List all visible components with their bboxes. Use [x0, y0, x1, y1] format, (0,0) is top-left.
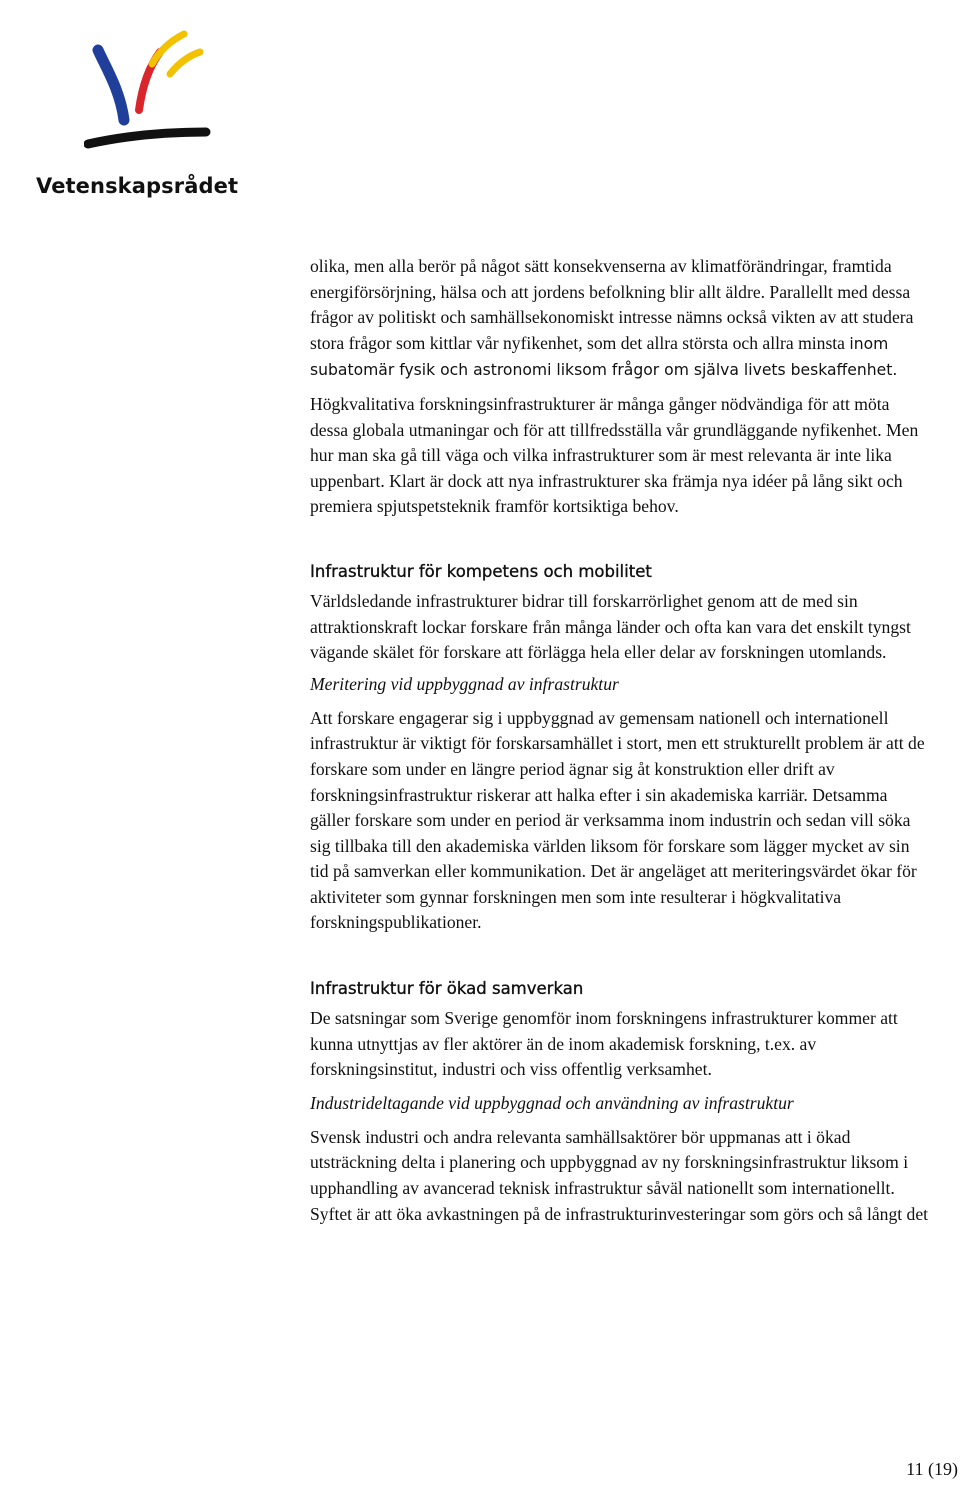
logo-emblem-icon — [84, 28, 214, 153]
intro-text-serif: olika, men alla berör på något sätt konsekvenserna av klimatförändringar, framtida energiförsörjning, hälsa och att jordens befolkning blir allt äldre. Parallellt med dessa frågor av politiskt och samhällsekonomiskt intresse nämns också vikten av att studera stora frågor som kittlar vår nyfikenhet, som det allra största och allra minsta — [310, 256, 914, 353]
page-number: 11 (19) — [906, 1459, 958, 1479]
org-name: Vetenskapsrådet — [36, 174, 239, 198]
vetenskapsradet-logo — [36, 28, 239, 208]
intro-text-sans: inom subatomär fysik och astronomi liksom frågor om själva livets beskaffenhet. — [310, 334, 898, 380]
paragraph-industrideltagande: Svensk industri och andra relevanta samhällsaktörer bör uppmanas att i ökad utsträckning delta i planering och uppbyggnad av ny forskningsinfrastruktur liksom i upphandling av avancerad teknisk infrastruktur såväl nationellt som internationellt. Syftet är att öka avkastningen på de infrastrukturinvesteringar som görs och så långt det — [310, 1126, 929, 1224]
paragraph-kompetens: Världsledande infrastrukturer bidrar till forskarrörlighet genom att de med sin attraktionskraft lockar forskare från många länder och ofta kan vara det enskilt tyngst vägande skälet för forskare att förlägga hela eller delar av forskningen utomlands. — [310, 590, 911, 663]
intro-paragraph — [310, 254, 930, 384]
section-heading-samverkan: Infrastruktur för ökad samverkan — [310, 979, 584, 999]
subheading-meritering: Meritering vid uppbyggnad av infrastruktur — [310, 673, 619, 694]
subheading-industrideltagande: Industrideltagande vid uppbyggnad och användning av infrastruktur — [310, 1092, 794, 1113]
paragraph-samverkan: De satsningar som Sverige genomför inom forskningens infrastrukturer kommer att kunna utnyttjas av fler aktörer än de inom akademisk forskning, t.ex. av forskningsinstitut, industri och viss offentlig verksamhet. — [310, 1008, 898, 1080]
paragraph-infrastructure: Högkvalitativa forskningsinfrastrukturer är många gånger nödvändiga för att möta dessa globala utmaningar och för att tillfredsställa vår grundläggande nyfikenhet. Men hur man ska gå till väga och vilka infrastrukturer som är mest relevanta är inte lika uppenbart. Klart är dock att nya infrastrukturer ska främja nya idéer på lång sikt och premiera spjutspetsteknik framför kortsiktiga behov. — [310, 393, 919, 517]
document-body — [310, 254, 930, 1227]
paragraph-meritering: Att forskare engagerar sig i uppbyggnad av gemensam nationell och internationell infrastruktur är viktigt för forskarsamhället i stort, men ett strukturellt problem är att de forskare som under en längre period ägnar sig åt konstruktion eller drift av forskningsinfrastruktur riskerar att halka efter i sin akademiska karriär. Detsamma gäller forskare som under en period är verksamma inom industrin och sedan vill söka sig tillbaka till den akademiska världen liksom för forskare som lägger mycket av sin tid på samverkan eller kommunikation. Det är angeläget att meriteringsvärdet ökar för aktiviteter som gynnar forskningen men som inte resulterar i högkvalitativa forskningspublikationer. — [310, 707, 925, 933]
section-heading-kompetens: Infrastruktur för kompetens och mobilitet — [310, 561, 652, 581]
